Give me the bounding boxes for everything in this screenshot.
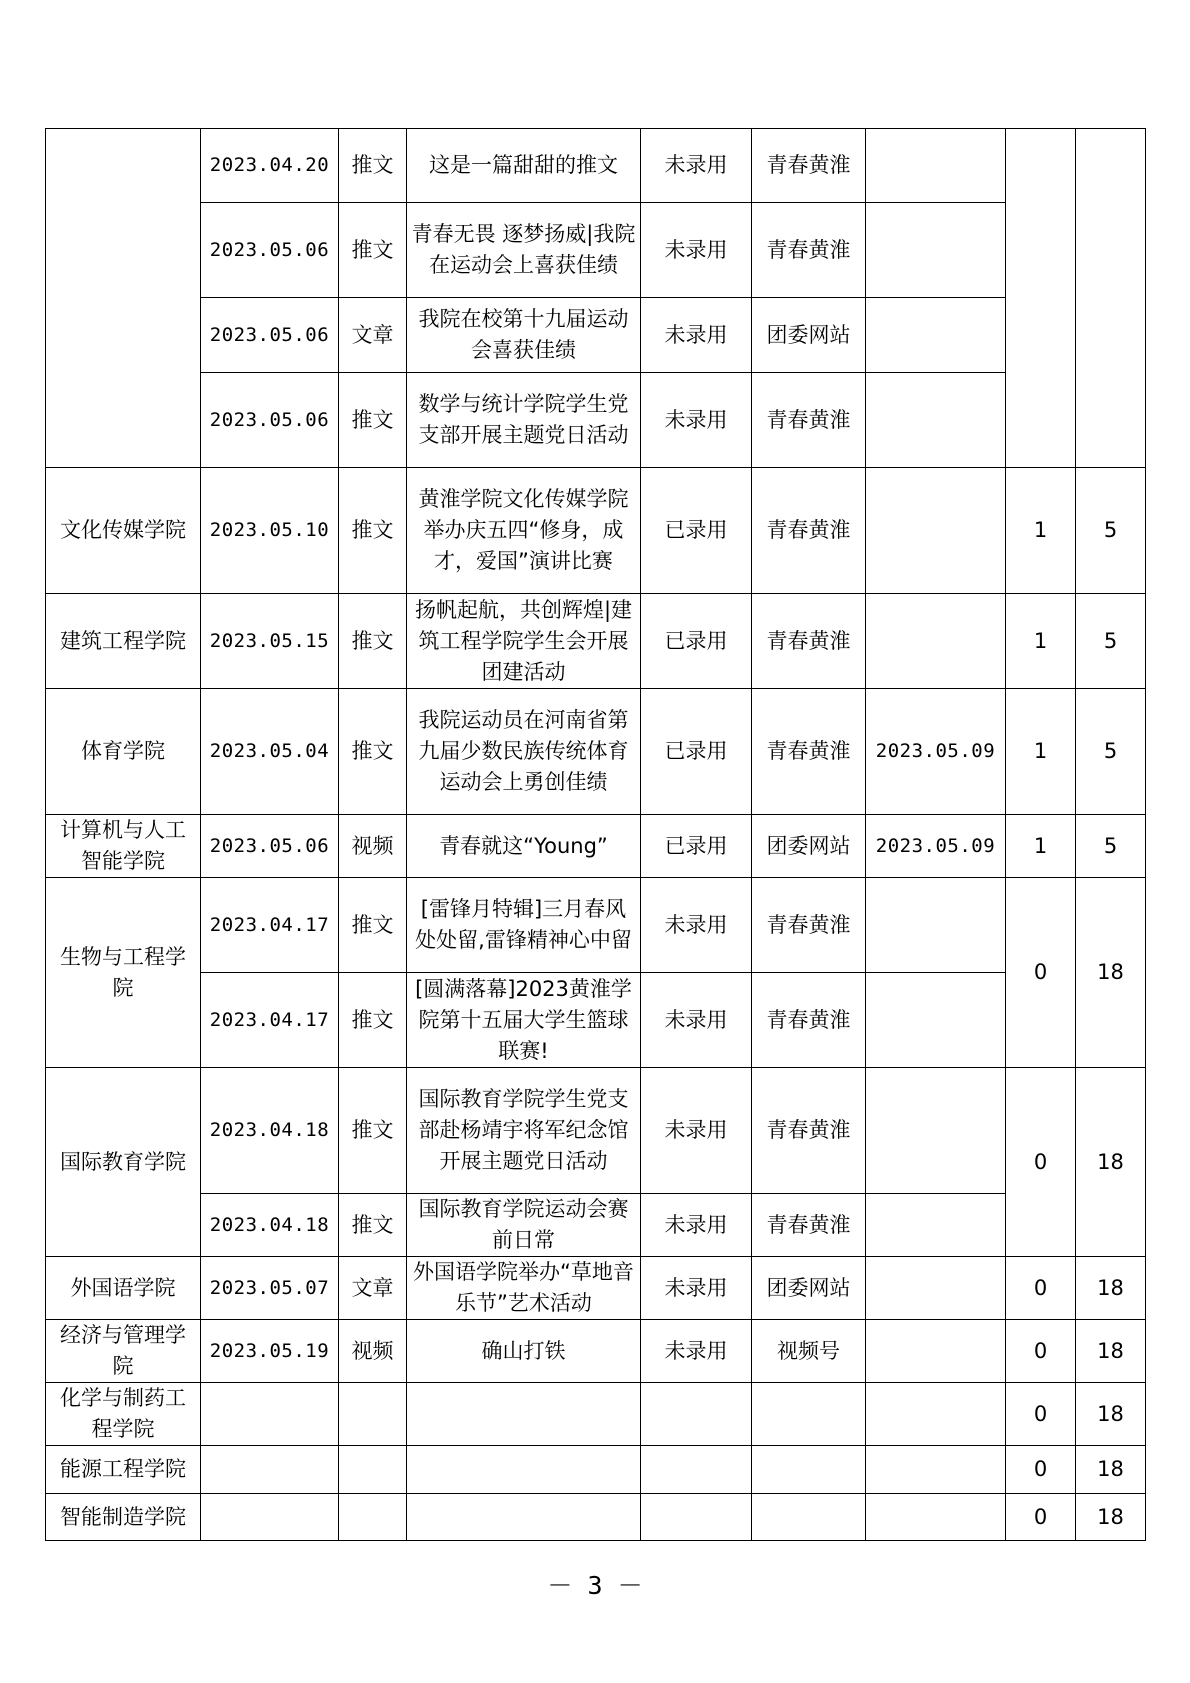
title-cell: 黄淮学院文化传媒学院举办庆五四“修身，成才，爱国”演讲比赛 [407, 468, 641, 594]
table-row [46, 1320, 1146, 1383]
count-cell: 0 [1006, 1494, 1076, 1541]
table-row [46, 1383, 1146, 1446]
type-cell: 文章 [339, 298, 407, 373]
page-number: － 3 － [547, 1571, 643, 1600]
score-cell: 18 [1076, 1446, 1146, 1494]
status-cell: 未录用 [641, 878, 752, 973]
type-cell [339, 1383, 407, 1446]
title-cell: 确山打铁 [407, 1320, 641, 1383]
score-cell: 5 [1076, 815, 1146, 878]
title-cell: [雷锋月特辑]三月春风处处留,雷锋精神心中留 [407, 878, 641, 973]
pub-date-cell: 2023.05.09 [866, 815, 1006, 878]
table-row [46, 1494, 1146, 1541]
type-cell: 推文 [339, 689, 407, 815]
score-cell: 18 [1076, 1383, 1146, 1446]
pub-date-cell [866, 878, 1006, 973]
college-cell: 化学与制药工程学院 [46, 1383, 201, 1446]
status-cell [641, 1494, 752, 1541]
type-cell: 推文 [339, 878, 407, 973]
college-cell: 智能制造学院 [46, 1494, 201, 1541]
date-cell: 2023.04.17 [201, 878, 339, 973]
table-row [46, 129, 1146, 203]
date-cell: 2023.04.17 [201, 973, 339, 1068]
type-cell: 文章 [339, 1257, 407, 1320]
pub-date-cell [866, 1068, 1006, 1194]
count-cell: 0 [1006, 878, 1076, 1068]
count-cell: 1 [1006, 689, 1076, 815]
platform-cell [752, 1494, 866, 1541]
college-cell: 经济与管理学院 [46, 1320, 201, 1383]
college-cell: 体育学院 [46, 689, 201, 815]
pub-date-cell [866, 298, 1006, 373]
type-cell: 推文 [339, 373, 407, 468]
college-cell: 生物与工程学院 [46, 878, 201, 1068]
status-cell: 未录用 [641, 129, 752, 203]
status-cell: 未录用 [641, 1194, 752, 1257]
status-cell: 未录用 [641, 203, 752, 298]
platform-cell: 青春黄淮 [752, 468, 866, 594]
status-cell: 已录用 [641, 689, 752, 815]
date-cell: 2023.05.06 [201, 815, 339, 878]
platform-cell: 青春黄淮 [752, 203, 866, 298]
platform-cell: 团委网站 [752, 815, 866, 878]
table-row [46, 1446, 1146, 1494]
title-cell: 数学与统计学院学生党支部开展主题党日活动 [407, 373, 641, 468]
table-row [46, 1068, 1146, 1194]
status-cell: 未录用 [641, 298, 752, 373]
score-cell: 18 [1076, 1494, 1146, 1541]
table-row [46, 1257, 1146, 1320]
type-cell: 推文 [339, 468, 407, 594]
type-cell: 视频 [339, 1320, 407, 1383]
platform-cell: 视频号 [752, 1320, 866, 1383]
date-cell: 2023.05.06 [201, 203, 339, 298]
pub-date-cell [866, 373, 1006, 468]
pub-date-cell [866, 1257, 1006, 1320]
title-cell: 我院运动员在河南省第九届少数民族传统体育运动会上勇创佳绩 [407, 689, 641, 815]
pub-date-cell [866, 1494, 1006, 1541]
title-cell: 国际教育学院运动会赛前日常 [407, 1194, 641, 1257]
college-cell: 计算机与人工智能学院 [46, 815, 201, 878]
type-cell [339, 1494, 407, 1541]
score-cell: 5 [1076, 594, 1146, 689]
table-row [46, 1194, 1146, 1257]
table-row [46, 973, 1146, 1068]
platform-cell: 团委网站 [752, 1257, 866, 1320]
college-cell [46, 129, 201, 468]
type-cell: 推文 [339, 1194, 407, 1257]
score-cell: 18 [1076, 1320, 1146, 1383]
platform-cell: 青春黄淮 [752, 373, 866, 468]
college-cell: 能源工程学院 [46, 1446, 201, 1494]
college-cell: 文化传媒学院 [46, 468, 201, 594]
college-cell: 外国语学院 [46, 1257, 201, 1320]
score-cell: 5 [1076, 689, 1146, 815]
score-cell: 18 [1076, 1068, 1146, 1257]
type-cell: 视频 [339, 815, 407, 878]
status-cell [641, 1446, 752, 1494]
platform-cell: 青春黄淮 [752, 973, 866, 1068]
title-cell: 扬帆起航，共创辉煌|建筑工程学院学生会开展团建活动 [407, 594, 641, 689]
title-cell: 国际教育学院学生党支部赴杨靖宇将军纪念馆开展主题党日活动 [407, 1068, 641, 1194]
count-cell: 1 [1006, 594, 1076, 689]
score-cell [1076, 129, 1146, 468]
pub-date-cell [866, 1320, 1006, 1383]
platform-cell [752, 1383, 866, 1446]
status-cell: 未录用 [641, 1257, 752, 1320]
platform-cell: 青春黄淮 [752, 689, 866, 815]
table-row [46, 878, 1146, 973]
type-cell: 推文 [339, 129, 407, 203]
count-cell: 1 [1006, 815, 1076, 878]
pub-date-cell [866, 468, 1006, 594]
type-cell [339, 1446, 407, 1494]
title-cell: 青春就这“Young” [407, 815, 641, 878]
pub-date-cell [866, 1383, 1006, 1446]
status-cell: 未录用 [641, 1320, 752, 1383]
status-cell [641, 1383, 752, 1446]
platform-cell: 青春黄淮 [752, 594, 866, 689]
pub-date-cell: 2023.05.09 [866, 689, 1006, 815]
count-cell: 0 [1006, 1383, 1076, 1446]
date-cell: 2023.05.06 [201, 373, 339, 468]
title-cell: 我院在校第十九届运动会喜获佳绩 [407, 298, 641, 373]
college-cell: 国际教育学院 [46, 1068, 201, 1257]
pub-date-cell [866, 129, 1006, 203]
date-cell: 2023.04.18 [201, 1194, 339, 1257]
platform-cell: 青春黄淮 [752, 1194, 866, 1257]
count-cell: 1 [1006, 468, 1076, 594]
pub-date-cell [866, 203, 1006, 298]
platform-cell: 青春黄淮 [752, 129, 866, 203]
date-cell: 2023.05.10 [201, 468, 339, 594]
date-cell: 2023.05.15 [201, 594, 339, 689]
table-row [46, 203, 1146, 298]
count-cell: 0 [1006, 1446, 1076, 1494]
pub-date-cell [866, 1446, 1006, 1494]
table-row [46, 689, 1146, 815]
type-cell: 推文 [339, 203, 407, 298]
type-cell: 推文 [339, 594, 407, 689]
date-cell: 2023.04.18 [201, 1068, 339, 1194]
date-cell [201, 1494, 339, 1541]
title-cell [407, 1494, 641, 1541]
title-cell: 这是一篇甜甜的推文 [407, 129, 641, 203]
date-cell [201, 1383, 339, 1446]
title-cell: 青春无畏 逐梦扬威|我院在运动会上喜获佳绩 [407, 203, 641, 298]
table-row [46, 373, 1146, 468]
count-cell: 0 [1006, 1257, 1076, 1320]
score-cell: 18 [1076, 1257, 1146, 1320]
score-cell: 5 [1076, 468, 1146, 594]
date-cell [201, 1446, 339, 1494]
type-cell: 推文 [339, 973, 407, 1068]
count-cell [1006, 129, 1076, 468]
status-cell: 已录用 [641, 815, 752, 878]
score-cell: 18 [1076, 878, 1146, 1068]
date-cell: 2023.05.07 [201, 1257, 339, 1320]
pub-date-cell [866, 594, 1006, 689]
platform-cell: 青春黄淮 [752, 878, 866, 973]
college-cell: 建筑工程学院 [46, 594, 201, 689]
pub-date-cell [866, 1194, 1006, 1257]
date-cell: 2023.05.04 [201, 689, 339, 815]
count-cell: 0 [1006, 1068, 1076, 1257]
status-cell: 未录用 [641, 1068, 752, 1194]
platform-cell: 团委网站 [752, 298, 866, 373]
status-cell: 已录用 [641, 594, 752, 689]
status-cell: 已录用 [641, 468, 752, 594]
submission-table [45, 128, 1146, 1541]
date-cell: 2023.04.20 [201, 129, 339, 203]
date-cell: 2023.05.19 [201, 1320, 339, 1383]
platform-cell [752, 1446, 866, 1494]
type-cell: 推文 [339, 1068, 407, 1194]
table-row [46, 298, 1146, 373]
title-cell [407, 1446, 641, 1494]
table-row [46, 594, 1146, 689]
table-row [46, 815, 1146, 878]
status-cell: 未录用 [641, 373, 752, 468]
table-row [46, 468, 1146, 594]
title-cell: [圆满落幕]2023黄淮学院第十五届大学生篮球联赛! [407, 973, 641, 1068]
title-cell [407, 1383, 641, 1446]
platform-cell: 青春黄淮 [752, 1068, 866, 1194]
count-cell: 0 [1006, 1320, 1076, 1383]
title-cell: 外国语学院举办“草地音乐节”艺术活动 [407, 1257, 641, 1320]
status-cell: 未录用 [641, 973, 752, 1068]
date-cell: 2023.05.06 [201, 298, 339, 373]
pub-date-cell [866, 973, 1006, 1068]
